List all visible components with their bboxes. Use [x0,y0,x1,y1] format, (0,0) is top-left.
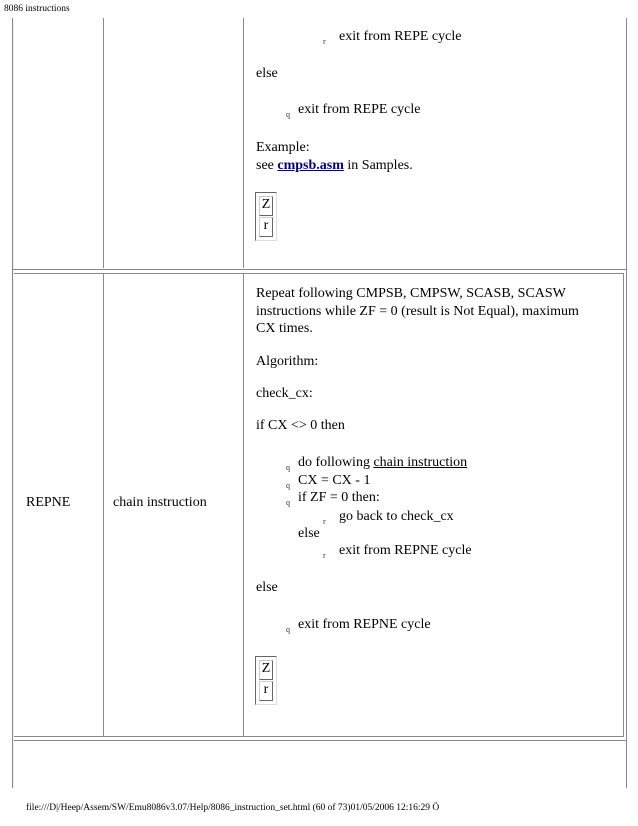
square-bullet-icon: q [286,463,290,472]
col-divider-2 [243,273,244,736]
row-divider-1b [14,273,624,274]
check-cx-label: check_cx: [256,386,313,401]
arrow-bullet-icon: r [323,551,326,560]
inner-else-label: else [298,526,320,541]
arrow-bullet-icon: r [323,37,326,46]
chain-instruction-link[interactable]: chain instruction [373,455,468,470]
outer-else-label: else [256,580,278,595]
step-go-back: go back to check_cx [339,509,454,524]
description-line-1: Repeat following CMPSB, CMPSW, SCASB, SCASW [256,286,566,301]
instruction-name: REPNE [26,495,71,510]
description-line-3: CX times. [256,321,313,336]
col-divider-1-top [103,18,104,268]
flag-z-cell: Z [259,660,273,680]
inner-exit-repne: exit from REPNE cycle [339,543,472,558]
col-divider-1 [103,273,104,736]
table-border-right [626,18,627,788]
if-cx-line: if CX <> 0 then [256,418,345,433]
step-cx-decrement: CX = CX - 1 [298,473,371,488]
step-if-zf: if ZF = 0 then: [298,490,380,505]
algorithm-label: Algorithm: [256,354,319,369]
col-divider-3 [623,273,624,736]
row-divider-1 [12,269,627,270]
repe-exit-sub: exit from REPE cycle [339,29,462,44]
description-line-2: instructions while ZF = 0 (result is Not Equal), maximum [256,304,579,319]
square-bullet-icon: q [286,110,290,119]
step-do-following: do following chain instruction [298,455,468,470]
square-bullet-icon: q [286,498,290,507]
instruction-operands: chain instruction [113,495,207,510]
page-header-title: 8086 instructions [4,4,70,14]
square-bullet-icon: q [286,481,290,490]
cmpsb-asm-link[interactable]: cmpsb.asm [277,158,344,173]
example-label: Example: [256,140,310,155]
flag-r-cell: r [259,217,273,237]
outer-exit-repne: exit from REPNE cycle [298,617,431,632]
flag-r-cell: r [259,681,273,701]
flag-table-top [255,192,277,241]
flag-z-cell: Z [259,196,273,216]
row-divider-2b [14,740,626,741]
square-bullet-icon: q [286,625,290,634]
example-see-line: see cmpsb.asm in Samples. [256,158,413,173]
col-divider-2-top [243,18,244,268]
table-border-left-highlight [13,18,14,788]
else-label: else [256,66,278,81]
flag-table-repne [255,656,277,705]
arrow-bullet-icon: r [323,517,326,526]
page-footer-path: file:///D|/Heep/Assem/SW/Emu8086v3.07/Help/8086_instruction_set.html (60 of 73)01/05/2006 12:16:29 Ö [26,803,440,813]
row-divider-2 [14,736,624,737]
repe-exit-bullet: exit from REPE cycle [298,102,421,117]
